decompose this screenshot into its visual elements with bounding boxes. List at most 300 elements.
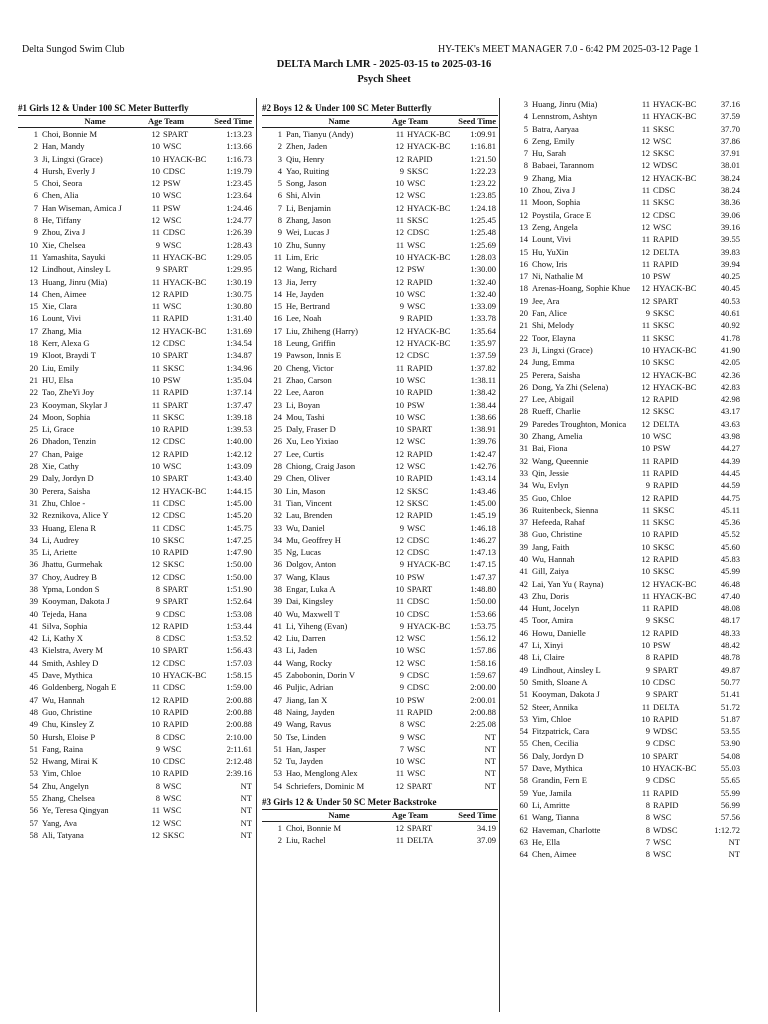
table-row (18, 239, 254, 251)
table-row (262, 767, 498, 779)
swimmer-team: HYACK-BC (653, 590, 697, 601)
seed-time: NT (240, 793, 252, 804)
row-number: 11 (273, 251, 282, 262)
seed-time: 1:47.37 (470, 571, 496, 582)
seed-time: 44.75 (720, 492, 740, 503)
swimmer-name: Song, Jason (286, 178, 327, 189)
seed-time: 1:24.46 (226, 202, 252, 213)
sheet-title: Psych Sheet (357, 74, 411, 85)
table-row (18, 780, 254, 792)
seed-time: 1:47.15 (470, 559, 496, 570)
swimmer-team: RAPID (407, 510, 433, 521)
table-row (262, 399, 498, 411)
swimmer-name: Wei, Lucas J (286, 227, 330, 238)
row-number: 17 (29, 325, 38, 336)
header-seed-time: Seed Time (458, 116, 496, 126)
swimmer-name: Shi, Alvin (286, 190, 321, 201)
table-row (508, 750, 742, 762)
swimmer-name: Lai, Yan Yu ( Rayna) (532, 578, 604, 589)
swimmer-age: 12 (151, 571, 160, 582)
swimmer-age: 8 (155, 731, 160, 742)
column-3 (508, 98, 742, 860)
swimmer-team: CDSC (163, 436, 186, 447)
swimmer-age: 10 (151, 645, 160, 656)
seed-time: 1:47.13 (470, 547, 496, 558)
swimmer-name: Kloot, Braydi T (42, 350, 96, 361)
swimmer-age: 9 (399, 522, 404, 533)
row-number: 34 (519, 480, 528, 491)
row-number: 40 (519, 553, 528, 564)
table-row (262, 681, 498, 693)
swimmer-name: Wang, Tianna (532, 812, 580, 823)
swimmer-age: 11 (151, 313, 160, 324)
swimmer-name: Tejeda, Hana (42, 608, 87, 619)
swimmer-age: 9 (645, 664, 650, 675)
swimmer-name: Yao, Ruiting (286, 165, 330, 176)
swimmer-name: Chiong, Craig Jason (286, 461, 356, 472)
swimmer-name: Wang, Richard (286, 264, 337, 275)
seed-time: 2:00.00 (470, 682, 496, 693)
seed-time: 1:51.90 (226, 583, 252, 594)
swimmer-age: 8 (645, 824, 650, 835)
seed-time: 38.01 (720, 160, 740, 171)
swimmer-team: HYACK-BC (407, 338, 451, 349)
seed-time: 1:45.00 (470, 497, 496, 508)
swimmer-name: Chen, Aimee (532, 849, 577, 860)
table-row (262, 362, 498, 374)
seed-time: 53.90 (720, 738, 740, 749)
table-row (508, 516, 742, 528)
club-name: Delta Sungod Swim Club (22, 44, 125, 55)
swimmer-team: HYACK-BC (653, 172, 697, 183)
swimmer-age: 12 (395, 534, 404, 545)
table-row (508, 233, 742, 245)
table-row (262, 448, 498, 460)
seed-time: 1:16.81 (470, 141, 496, 152)
seed-time: 37.16 (720, 99, 740, 109)
swimmer-age: 12 (151, 448, 160, 459)
seed-time: NT (240, 805, 252, 816)
swimmer-team: RAPID (163, 768, 189, 779)
swimmer-age: 8 (645, 849, 650, 860)
swimmer-age: 11 (641, 467, 650, 478)
swimmer-name: Lee, Noah (286, 313, 322, 324)
swimmer-team: RAPID (163, 694, 189, 705)
swimmer-name: Kooyman, Dakota J (42, 596, 110, 607)
swimmer-name: Hao, Menglong Alex (286, 768, 358, 779)
seed-time: 1:31.69 (226, 325, 252, 336)
swimmer-age: 8 (155, 583, 160, 594)
swimmer-team: CDSC (653, 185, 676, 196)
seed-time: 40.25 (720, 271, 740, 282)
swimmer-team: PSW (407, 264, 425, 275)
seed-time: 37.59 (720, 111, 740, 122)
swimmer-team: WSC (163, 461, 182, 472)
row-number: 60 (519, 799, 528, 810)
seed-time: 44.45 (720, 467, 740, 478)
swimmer-team: RAPID (163, 620, 189, 631)
swimmer-age: 11 (151, 399, 160, 410)
swimmer-team: RAPID (653, 529, 679, 540)
table-row (508, 196, 742, 208)
seed-time: 45.52 (720, 529, 740, 540)
swimmer-age: 11 (641, 517, 650, 528)
table-row (18, 509, 254, 521)
seed-time: 37.70 (720, 123, 740, 134)
seed-time: 1:16.73 (226, 153, 252, 164)
seed-time: 1:19.79 (226, 165, 252, 176)
swimmer-age: 11 (151, 387, 160, 398)
swimmer-name: Wang, Ravus (286, 719, 332, 730)
swimmer-name: Hu, YuXin (532, 246, 569, 257)
swimmer-age: 11 (395, 768, 404, 779)
seed-time: 1:45.20 (226, 510, 252, 521)
swimmer-age: 12 (151, 485, 160, 496)
seed-time: 37.09 (476, 835, 496, 846)
seed-time: 41.90 (720, 344, 740, 355)
swimmer-team: CDSC (163, 165, 186, 176)
table-row (508, 614, 742, 626)
swimmer-age: 10 (641, 541, 650, 552)
seed-time: 1:24.18 (470, 202, 496, 213)
swimmer-name: Jiang, Ian X (286, 694, 328, 705)
seed-time: NT (484, 780, 496, 791)
swimmer-team: RAPID (163, 706, 189, 717)
row-number: 25 (29, 424, 38, 435)
row-number: 50 (29, 731, 38, 742)
row-number: 31 (273, 497, 282, 508)
table-row (262, 411, 498, 423)
swimmer-name: Jee, Ara (532, 295, 560, 306)
swimmer-age: 9 (645, 615, 650, 626)
swimmer-name: Li, Boyan (286, 399, 320, 410)
swimmer-team: SPART (163, 645, 189, 656)
table-row (18, 399, 254, 411)
row-number: 15 (273, 301, 282, 312)
table-row (18, 189, 254, 201)
swimmer-team: CDSC (163, 571, 186, 582)
swimmer-team: CDSC (163, 682, 186, 693)
swimmer-age: 12 (641, 148, 650, 159)
row-number: 3 (33, 153, 38, 164)
swimmer-age: 11 (151, 202, 160, 213)
swimmer-team: HYACK-BC (407, 251, 451, 262)
header-name: Name (328, 116, 350, 126)
swimmer-team: DELTA (407, 835, 434, 846)
swimmer-team: SKSC (163, 534, 185, 545)
swimmer-age: 12 (641, 406, 650, 417)
swimmer-name: Dhadon, Tenzin (42, 436, 97, 447)
swimmer-team: SKSC (163, 362, 185, 373)
swimmer-age: 9 (645, 689, 650, 700)
swimmer-team: CDSC (653, 738, 676, 749)
swimmer-name: Zabobonin, Dorin V (286, 670, 356, 681)
swimmer-name: Zhou, Ziva J (532, 185, 576, 196)
swimmer-name: Yamashita, Sayuki (42, 251, 106, 262)
row-number: 19 (519, 295, 528, 306)
table-row (508, 147, 742, 159)
swimmer-team: HYACK-BC (653, 99, 697, 109)
swimmer-name: Jung, Emma (532, 357, 575, 368)
seed-time: 1:44.15 (226, 485, 252, 496)
table-row (18, 374, 254, 386)
table-row (262, 472, 498, 484)
swimmer-team: WDSC (653, 726, 678, 737)
seed-time: NT (484, 731, 496, 742)
swimmer-team: HYACK-BC (407, 559, 451, 570)
seed-time: 1:39.76 (470, 436, 496, 447)
seed-time: 48.42 (720, 640, 740, 651)
swimmer-name: Lim, Eric (286, 251, 319, 262)
swimmer-age: 10 (151, 547, 160, 558)
seed-time: 2:25.08 (470, 719, 496, 730)
table-row (508, 762, 742, 774)
swimmer-name: Leung, Griffin (286, 338, 336, 349)
swimmer-age: 11 (151, 682, 160, 693)
swimmer-age: 11 (641, 504, 650, 515)
swimmer-team: DELTA (653, 701, 680, 712)
table-row (18, 362, 254, 374)
swimmer-team: HYACK-BC (407, 620, 451, 631)
swimmer-team: WSC (407, 411, 426, 422)
swimmer-age: 10 (395, 411, 404, 422)
swimmer-name: Shi, Melody (532, 320, 575, 331)
table-row (18, 731, 254, 743)
row-number: 9 (277, 227, 282, 238)
swimmer-age: 12 (151, 620, 160, 631)
row-number: 29 (273, 473, 282, 484)
table-row (262, 546, 498, 558)
swimmer-age: 12 (641, 295, 650, 306)
swimmer-team: WSC (163, 743, 182, 754)
swimmer-team: RAPID (407, 387, 433, 398)
table-row (508, 98, 742, 110)
swimmer-name: Xie, Clara (42, 301, 77, 312)
seed-time: 1:29.05 (226, 251, 252, 262)
row-number: 37 (519, 517, 528, 528)
swimmer-age: 10 (151, 473, 160, 484)
row-number: 4 (277, 165, 282, 176)
seed-time: 46.48 (720, 578, 740, 589)
table-row (262, 485, 498, 497)
seed-time: 1:47.90 (226, 547, 252, 558)
swimmer-team: WSC (163, 805, 182, 816)
swimmer-name: Zhen, Jaden (286, 141, 328, 152)
swimmer-name: Huang, Elena R (42, 522, 97, 533)
swimmer-team: HYACK-BC (653, 578, 697, 589)
table-row (508, 701, 742, 713)
row-number: 43 (519, 590, 528, 601)
seed-time: 40.53 (720, 295, 740, 306)
table-row (508, 319, 742, 331)
seed-time: 1:37.59 (470, 350, 496, 361)
swimmer-team: RAPID (407, 153, 433, 164)
table-row (18, 669, 254, 681)
swimmer-team: RAPID (653, 492, 679, 503)
seed-time: 1:38.44 (470, 399, 496, 410)
table-row (262, 128, 498, 140)
swimmer-name: Choy, Audrey B (42, 571, 97, 582)
swimmer-team: SPART (653, 689, 679, 700)
swimmer-name: Huang, Jinru (Mia) (42, 276, 108, 287)
row-number: 40 (273, 608, 282, 619)
row-number: 36 (29, 559, 38, 570)
swimmer-team: PSW (163, 178, 181, 189)
row-number: 41 (273, 620, 282, 631)
swimmer-name: Guo, Chloe (532, 492, 572, 503)
table-row (262, 251, 498, 263)
swimmer-name: Li, Yiheng (Evan) (286, 620, 348, 631)
seed-time: 1:34.96 (226, 362, 252, 373)
row-number: 8 (33, 215, 38, 226)
swimmer-name: Wang, Rocky (286, 657, 333, 668)
seed-time: 1:42.12 (226, 448, 252, 459)
swimmer-team: RAPID (653, 455, 679, 466)
row-number: 53 (273, 768, 282, 779)
swimmer-name: Yim, Chloe (532, 713, 572, 724)
seed-time: 1:24.77 (226, 215, 252, 226)
swimmer-name: Smith, Ashley D (42, 657, 99, 668)
row-number: 8 (523, 160, 528, 171)
table-row (508, 811, 742, 823)
table-row (18, 534, 254, 546)
row-number: 50 (519, 676, 528, 687)
table-row (508, 442, 742, 454)
swimmer-team: PSW (653, 271, 671, 282)
swimmer-name: Chen, Alia (42, 190, 79, 201)
swimmer-team: CDSC (163, 756, 186, 767)
swimmer-age: 8 (645, 812, 650, 823)
table-row (262, 583, 498, 595)
row-number: 30 (29, 485, 38, 496)
seed-time: 37.91 (720, 148, 740, 159)
swimmer-name: Wu, Daniel (286, 522, 325, 533)
swimmer-team: HYACK-BC (163, 251, 207, 262)
table-row (18, 435, 254, 447)
seed-time: 1:45.19 (470, 510, 496, 521)
seed-time: 1:46.27 (470, 534, 496, 545)
swimmer-team: WSC (407, 301, 426, 312)
swimmer-team: WSC (653, 135, 672, 146)
row-number: 1 (277, 823, 282, 834)
swimmer-team: SKSC (407, 485, 429, 496)
table-row (508, 688, 742, 700)
seed-time: NT (728, 849, 740, 860)
seed-time: 1:33.78 (470, 313, 496, 324)
table-row (508, 455, 742, 467)
row-number: 56 (519, 750, 528, 761)
table-row (18, 632, 254, 644)
swimmer-team: HYACK-BC (163, 485, 207, 496)
swimmer-team: SKSC (163, 829, 185, 840)
swimmer-team: RAPID (163, 313, 189, 324)
row-number: 62 (519, 824, 528, 835)
table-row (262, 153, 498, 165)
row-number: 36 (519, 504, 528, 515)
swimmer-name: Ji, Lingxi (Grace) (532, 344, 593, 355)
swimmer-age: 11 (395, 362, 404, 373)
swimmer-age: 12 (151, 178, 160, 189)
swimmer-team: SKSC (653, 541, 675, 552)
swimmer-name: Zhao, Carson (286, 374, 332, 385)
swimmer-age: 11 (151, 522, 160, 533)
swimmer-age: 12 (641, 209, 650, 220)
swimmer-age: 11 (395, 215, 404, 226)
seed-time: 1:33.09 (470, 301, 496, 312)
swimmer-age: 11 (641, 234, 650, 245)
seed-time: NT (240, 780, 252, 791)
seed-time: 39.94 (720, 258, 740, 269)
row-number: 50 (273, 731, 282, 742)
row-number: 24 (273, 411, 282, 422)
row-number: 23 (29, 399, 38, 410)
seed-time: 48.33 (720, 627, 740, 638)
swimmer-team: CDSC (407, 670, 430, 681)
row-number: 38 (273, 583, 282, 594)
swimmer-age: 9 (399, 559, 404, 570)
seed-time: 1:30.80 (226, 301, 252, 312)
row-number: 54 (29, 780, 38, 791)
table-row (262, 632, 498, 644)
column-1 (18, 98, 254, 841)
swimmer-age: 9 (645, 738, 650, 749)
row-number: 20 (273, 362, 282, 373)
row-number: 23 (273, 399, 282, 410)
table-row (18, 595, 254, 607)
table-row (262, 595, 498, 607)
row-number: 25 (273, 424, 282, 435)
swimmer-age: 8 (645, 652, 650, 663)
header-seed-time: Seed Time (214, 116, 252, 126)
seed-time: 1:47.25 (226, 534, 252, 545)
swimmer-age: 12 (395, 436, 404, 447)
swimmer-team: HYACK-BC (653, 283, 697, 294)
swimmer-age: 12 (395, 190, 404, 201)
table-row (508, 676, 742, 688)
swimmer-name: Dave, Mythica (42, 670, 93, 681)
swimmer-age: 10 (151, 141, 160, 152)
row-number: 42 (273, 633, 282, 644)
seed-time: 37.86 (720, 135, 740, 146)
swimmer-team: PSW (163, 374, 181, 385)
swimmer-age: 12 (641, 369, 650, 380)
swimmer-team: PSW (407, 399, 425, 410)
table-row (262, 460, 498, 472)
seed-time: NT (484, 756, 496, 767)
table-row (18, 644, 254, 656)
swimmer-team: SPART (407, 823, 433, 834)
row-number: 58 (29, 829, 38, 840)
table-row (508, 270, 742, 282)
swimmer-age: 12 (395, 141, 404, 152)
swimmer-team: RAPID (407, 362, 433, 373)
seed-time: 56.99 (720, 799, 740, 810)
swimmer-name: Zhang, Amelia (532, 431, 583, 442)
swimmer-age: 10 (151, 461, 160, 472)
row-number: 26 (273, 436, 282, 447)
swimmer-team: SKSC (163, 411, 185, 422)
seed-time: 1:39.18 (226, 411, 252, 422)
table-row (508, 737, 742, 749)
row-number: 36 (273, 559, 282, 570)
seed-time: 1:43.09 (226, 461, 252, 472)
swimmer-name: Liu, Emily (42, 362, 79, 373)
swimmer-age: 11 (641, 332, 650, 343)
row-number: 63 (519, 836, 528, 847)
table-row (18, 608, 254, 620)
seed-time: 2:00.88 (226, 719, 252, 730)
column-2 (262, 98, 498, 847)
